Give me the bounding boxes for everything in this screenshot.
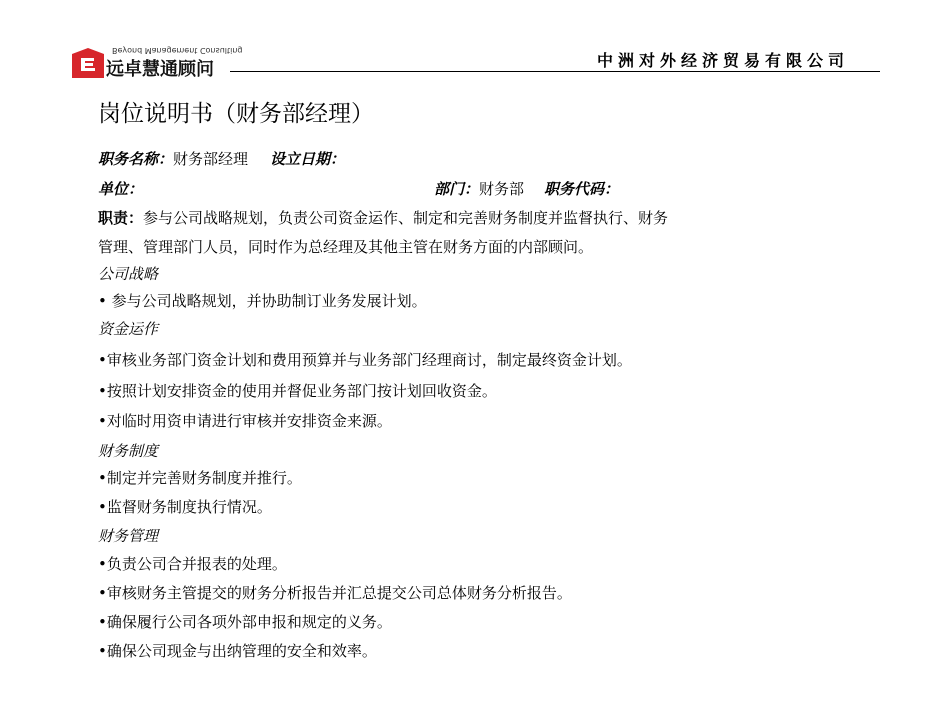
logo-mark-icon xyxy=(72,48,104,78)
dept-value: 财务部 xyxy=(479,180,525,198)
unit-label-text: 单位： xyxy=(98,180,144,198)
list-item: •负责公司合并报表的处理。 xyxy=(98,555,287,573)
list-item: •确保公司现金与出纳管理的安全和效率。 xyxy=(98,642,377,660)
duty-label: 职责： xyxy=(98,209,144,227)
setup-date-label: 设立日期： xyxy=(270,150,346,168)
logo-text: 远卓慧通顾问 xyxy=(106,59,214,80)
job-name-label: 职务名称： xyxy=(98,150,174,168)
duty-line-2: 管理、管理部门人员，同时作为总经理及其他主管在财务方面的内部顾问。 xyxy=(98,238,594,256)
job-name-value: 财务部经理 xyxy=(173,150,249,168)
dept-label: 部门： xyxy=(434,180,480,198)
list-item: •确保履行公司各项外部申报和规定的义务。 xyxy=(98,613,392,631)
list-item: •按照计划安排资金的使用并督促业务部门按计划回收资金。 xyxy=(98,382,497,400)
section-heading-system: 财务制度 xyxy=(98,442,159,460)
logo-english-text: Beyond Management Consulting xyxy=(112,46,243,55)
list-item: •制定并完善财务制度并推行。 xyxy=(98,469,302,487)
company-logo xyxy=(72,46,243,80)
page-title: 岗位说明书（财务部经理） xyxy=(98,101,374,127)
duty-text-1: 参与公司战略规划，负责公司资金运作、制定和完善财务制度并监督执行、财务 xyxy=(143,209,669,227)
list-item: •审核业务部门资金计划和费用预算并与业务部门经理商讨，制定最终资金计划。 xyxy=(98,351,632,369)
company-name: 中洲对外经济贸易有限公司 xyxy=(597,51,850,70)
dept-row xyxy=(434,178,619,199)
job-code-label: 职务代码： xyxy=(544,180,620,198)
section-heading-strategy: 公司战略 xyxy=(98,265,159,283)
section-heading-management: 财务管理 xyxy=(98,527,159,545)
unit-label xyxy=(98,178,143,199)
list-item: •监督财务制度执行情况。 xyxy=(98,498,272,516)
list-item: • 参与公司战略规划，并协助制订业务发展计划。 xyxy=(98,292,427,310)
section-heading-funds: 资金运作 xyxy=(98,320,159,338)
page-header xyxy=(0,0,950,80)
job-name-row xyxy=(98,148,345,169)
duty-line-1 xyxy=(98,207,668,228)
list-item: •审核财务主管提交的财务分析报告并汇总提交公司总体财务分析报告。 xyxy=(98,584,572,602)
header-divider xyxy=(230,71,880,72)
list-item: •对临时用资申请进行审核并安排资金来源。 xyxy=(98,412,392,430)
